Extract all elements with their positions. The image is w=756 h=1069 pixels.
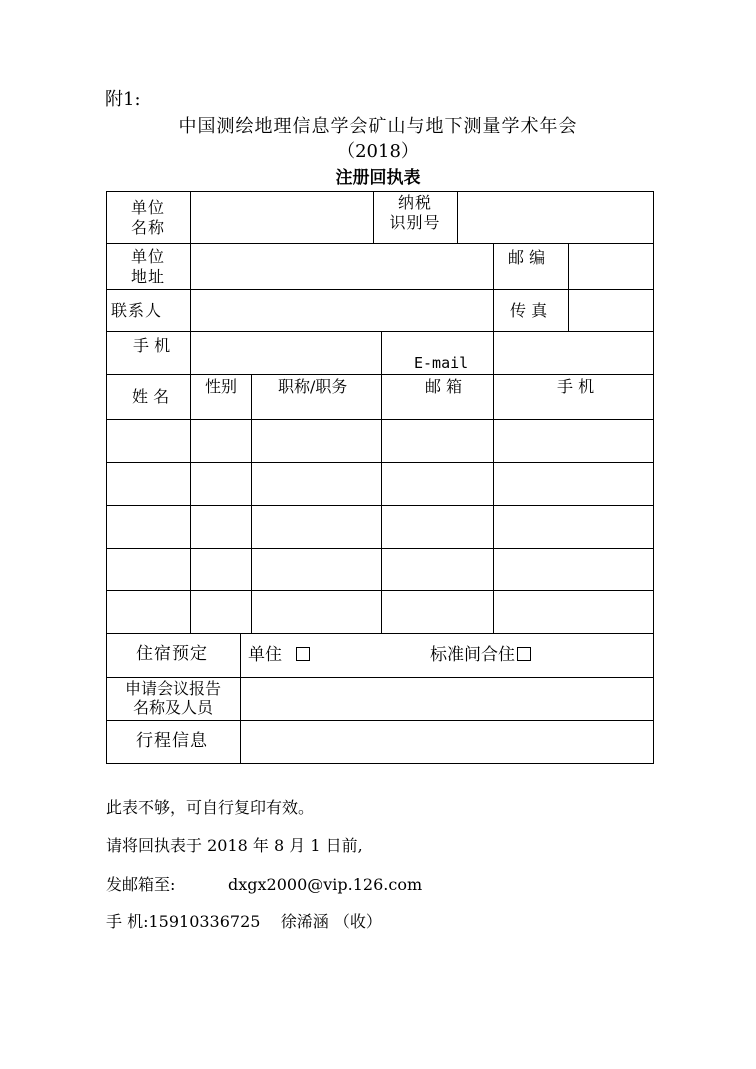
tax-id-label: 纳税 识别号 xyxy=(389,193,441,232)
note-contact: 手 机:15910336725 徐浠涵 （收） xyxy=(106,912,382,931)
shared-room-option[interactable]: 标准间合住 xyxy=(430,645,531,665)
itinerary-label: 行程信息 xyxy=(136,731,208,751)
report-label: 申请会议报告 名称及人员 xyxy=(124,679,221,717)
col-mobile-header: 手 机 xyxy=(557,377,595,396)
single-room-checkbox[interactable] xyxy=(296,647,310,661)
note-deadline: 请将回执表于 2018 年 8 月 1 日前, xyxy=(106,836,363,855)
page-title: 中国测绘地理信息学会矿山与地下测量学术年会 xyxy=(178,116,578,137)
attendee-rows[interactable] xyxy=(107,420,653,632)
col-title-header: 职称/职务 xyxy=(278,377,348,396)
lodging-label: 住宿预定 xyxy=(136,644,208,664)
report-field[interactable] xyxy=(241,678,653,720)
mobile-label: 手 机 xyxy=(133,336,171,355)
fax-label: 传 真 xyxy=(510,301,548,320)
col-email-header: 邮 箱 xyxy=(425,377,463,396)
page-year: （2018） xyxy=(337,141,419,162)
unit-address-label: 单位 地址 xyxy=(130,247,165,286)
itinerary-field[interactable] xyxy=(241,721,653,763)
shared-room-checkbox[interactable] xyxy=(517,647,531,661)
note-email-address[interactable]: dxgx2000@vip.126.com xyxy=(228,875,423,894)
col-name-header: 姓 名 xyxy=(132,387,170,406)
contact-label: 联系人 xyxy=(111,301,163,320)
note-copy: 此表不够，可自行复印有效。 xyxy=(106,798,315,817)
email-label: E-mail xyxy=(414,354,469,372)
attachment-label: 附1: xyxy=(105,89,141,110)
col-gender-header: 性别 xyxy=(205,377,238,396)
note-email-label: 发邮箱至: xyxy=(106,875,176,894)
unit-name-label: 单位 名称 xyxy=(130,198,165,237)
single-room-option[interactable]: 单住 xyxy=(248,645,310,665)
postcode-label: 邮 编 xyxy=(508,248,546,267)
form-subtitle: 注册回执表 xyxy=(335,168,421,188)
